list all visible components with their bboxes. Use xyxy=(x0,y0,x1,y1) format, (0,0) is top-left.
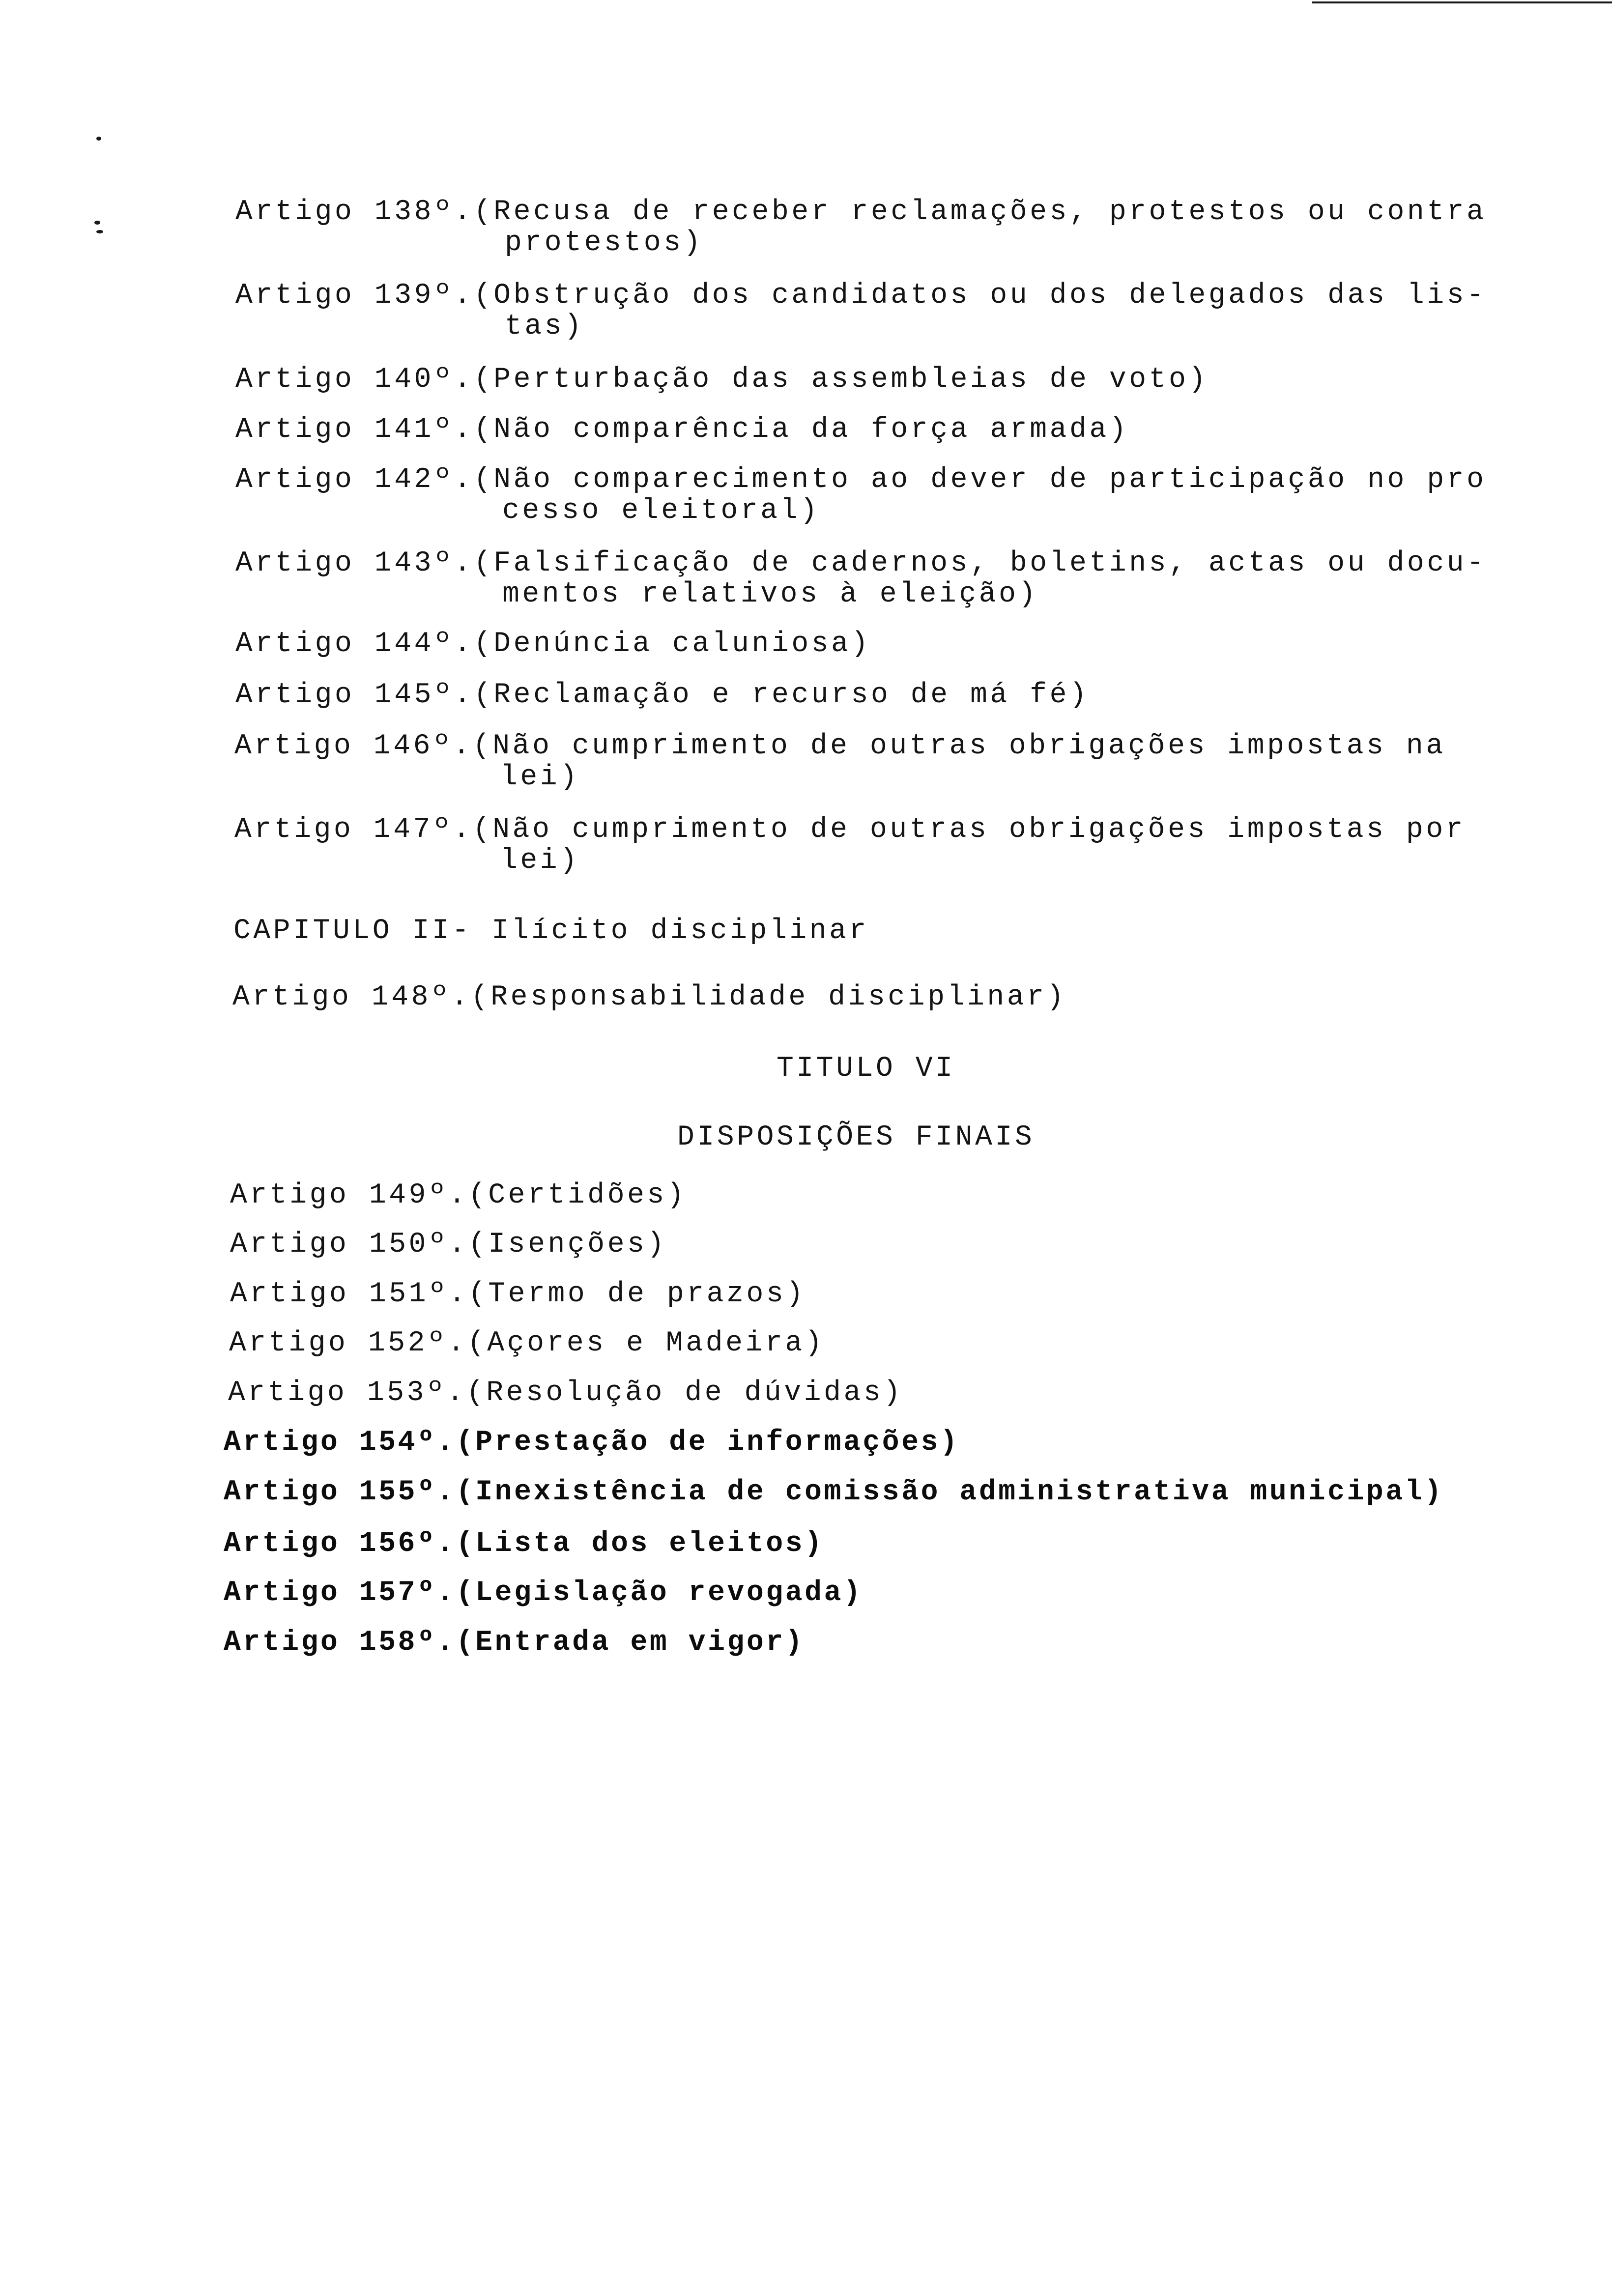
article-147-line-2: lei) xyxy=(500,845,580,877)
article-143-line-2: mentos relativos à eleição) xyxy=(502,578,1038,610)
article-139-line-2: tas) xyxy=(505,311,584,343)
scan-speck xyxy=(94,221,100,225)
article-150: Artigo 150º.(Isenções) xyxy=(230,1229,667,1261)
final-provisions-heading: DISPOSIÇÕES FINAIS xyxy=(677,1121,1035,1153)
article-153: Artigo 153º.(Resolução de dúvidas) xyxy=(228,1377,903,1409)
article-138-line-2: protestos) xyxy=(505,227,704,259)
article-142-line-2: cesso eleitoral) xyxy=(502,495,820,527)
scan-speck xyxy=(96,230,103,233)
title-vi-heading: TITULO VI xyxy=(777,1053,955,1085)
article-145: Artigo 145º.(Reclamação e recurso de má fé) xyxy=(235,679,1090,711)
article-146-line-2: lei) xyxy=(500,761,580,793)
article-152: Artigo 152º.(Açores e Madeira) xyxy=(229,1327,825,1359)
article-142-line-1: Artigo 142º.(Não comparecimento ao dever de participação no pro xyxy=(235,464,1487,496)
article-157: Artigo 157º.(Legislação revogada) xyxy=(224,1577,863,1609)
article-155: Artigo 155º.(Inexistência de comissão administrativa municipal) xyxy=(224,1476,1444,1508)
article-141: Artigo 141º.(Não comparência da força armada) xyxy=(235,414,1129,446)
chapter-2-heading: CAPITULO II- Ilícito disciplinar xyxy=(233,915,869,947)
scan-speck xyxy=(96,137,101,141)
article-148: Artigo 148º.(Responsabilidade disciplinar) xyxy=(232,981,1067,1013)
article-146-line-1: Artigo 146º.(Não cumprimento de outras obrigações impostas na xyxy=(234,730,1446,762)
article-154: Artigo 154º.(Prestação de informações) xyxy=(224,1427,960,1459)
article-151: Artigo 151º.(Termo de prazos) xyxy=(230,1278,806,1310)
article-140: Artigo 140º.(Perturbação das assembleias de voto) xyxy=(235,364,1209,396)
article-139-line-1: Artigo 139º.(Obstrução dos candidatos ou dos delegados das lis- xyxy=(235,280,1487,312)
article-147-line-1: Artigo 147º.(Não cumprimento de outras obrigações impostas por xyxy=(234,814,1466,846)
article-144: Artigo 144º.(Denúncia caluniosa) xyxy=(235,628,871,660)
article-156: Artigo 156º.(Lista dos eleitos) xyxy=(224,1528,824,1560)
article-149: Artigo 149º.(Certidões) xyxy=(230,1179,687,1211)
top-edge-rule xyxy=(1312,1,1612,3)
article-158: Artigo 158º.(Entrada em vigor) xyxy=(224,1627,805,1659)
article-138-line-1: Artigo 138º.(Recusa de receber reclamações, protestos ou contra xyxy=(235,196,1487,228)
article-143-line-1: Artigo 143º.(Falsificação de cadernos, boletins, actas ou docu- xyxy=(235,547,1487,579)
